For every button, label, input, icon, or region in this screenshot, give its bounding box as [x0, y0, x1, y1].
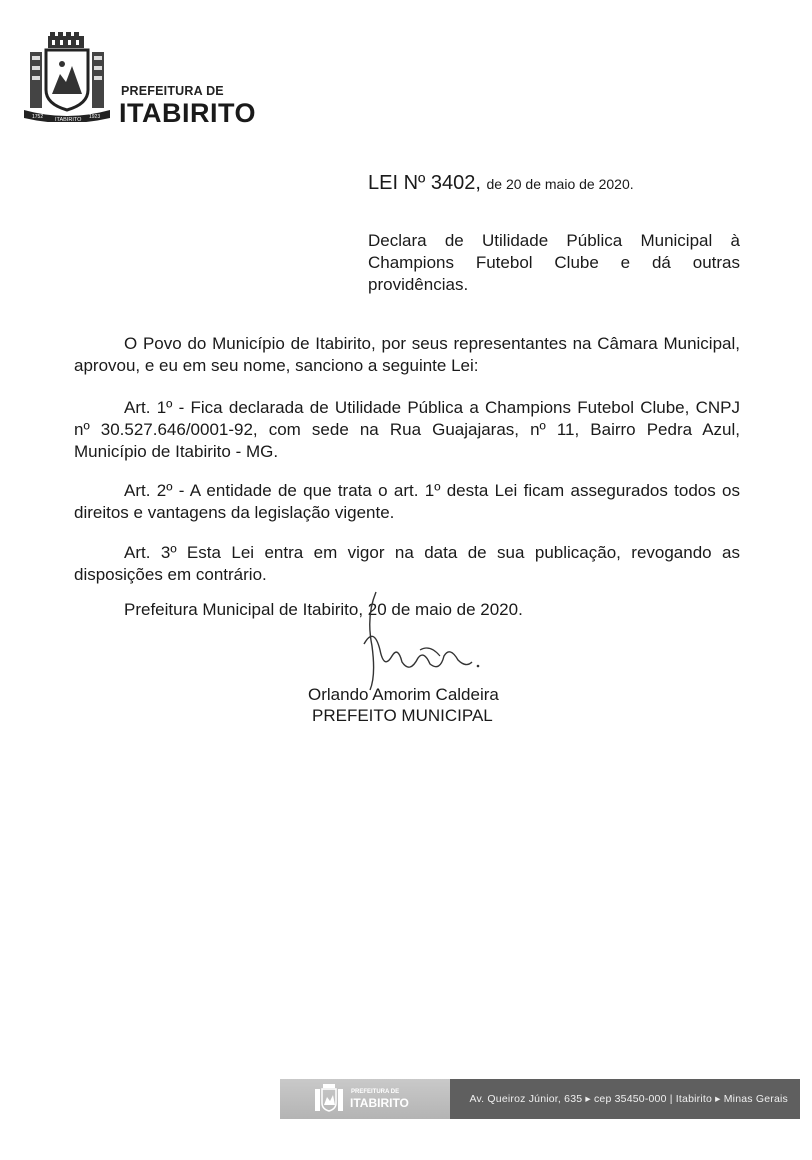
footer-banner — [280, 1079, 800, 1119]
article-2-text: Art. 2º - A entidade de que trata o art. 1º desta Lei ficam assegurados todos os direitos e vantagens da legislação vigente. — [74, 481, 740, 522]
article-3-text: Art. 3º Esta Lei entra em vigor na data de sua publicação, revogando as disposições em contrário. — [74, 543, 740, 584]
crest-year-left: 1752 — [32, 114, 44, 120]
brand-prefix: PREFEITURA DE — [121, 84, 224, 98]
article-1-text: Art. 1º - Fica declarada de Utilidade Pública a Champions Futebol Clube, CNPJ nº 30.527.646/0001-92, com sede na Rua Guajajaras, nº 11, Bairro Pedra Azul, Município de Itabirito - MG. — [74, 398, 740, 461]
footer-address: Av. Queiroz Júnior, 635 ▸ cep 35450-000 | Itabirito ▸ Minas Gerais — [450, 1079, 800, 1119]
preamble-text: O Povo do Município de Itabirito, por seus representantes na Câmara Municipal, aprovou, e eu em seu nome, sanciono a seguinte Lei: — [74, 334, 740, 375]
signer-role: PREFEITO MUNICIPAL — [312, 706, 493, 725]
municipal-crest-icon — [22, 30, 112, 122]
law-number: LEI Nº 3402, — [368, 172, 481, 194]
signature-icon — [340, 586, 500, 696]
preamble-paragraph — [74, 333, 740, 377]
crest-year-right: 1923 — [89, 114, 101, 120]
footer-brand-prefix: PREFEITURA DE — [351, 1089, 400, 1095]
footer-brand-name: ITABIRITO — [350, 1096, 409, 1110]
article-1-paragraph — [74, 397, 740, 463]
crest-ribbon-text: ITABIRITO — [55, 117, 82, 122]
footer-crest-icon — [313, 1083, 345, 1115]
signer-name: Orlando Amorim Caldeira — [308, 685, 499, 704]
law-title — [368, 172, 634, 195]
law-date: de 20 de maio de 2020. — [486, 176, 634, 192]
brand-name: ITABIRITO — [119, 98, 256, 128]
header-logo — [22, 30, 262, 128]
footer-logo — [280, 1079, 450, 1119]
law-summary — [368, 230, 740, 296]
place-date: Prefeitura Municipal de Itabirito, 20 de maio de 2020. — [124, 600, 523, 619]
summary-line-1: Declara de Utilidade Pública Municipal à — [368, 231, 740, 250]
article-3-paragraph — [74, 542, 740, 586]
summary-rest: Champions Futebol Clube e dá outras providências. — [368, 253, 740, 294]
article-2-paragraph — [74, 480, 740, 524]
